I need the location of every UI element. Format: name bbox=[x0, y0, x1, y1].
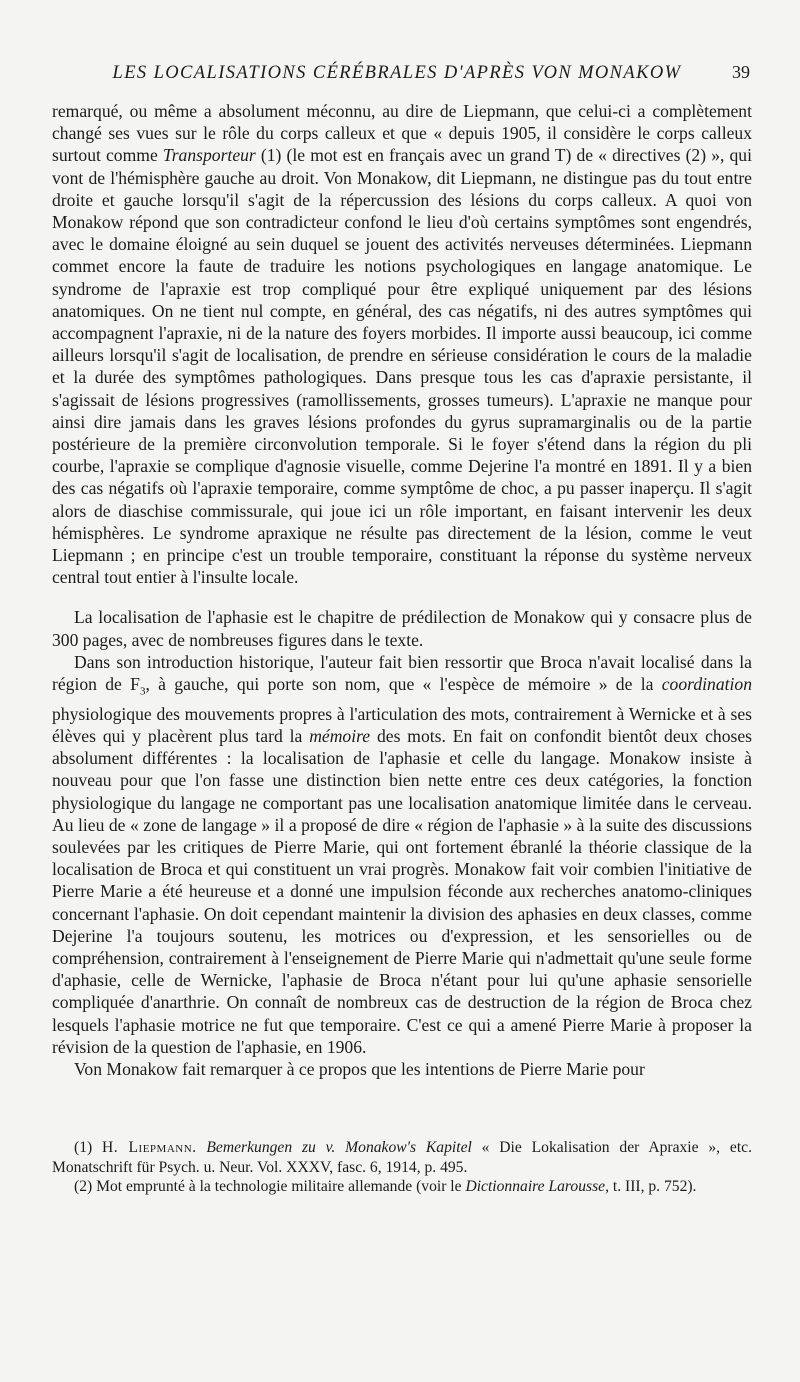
footnote-author: H. Liepmann. bbox=[102, 1139, 197, 1157]
emphasis-memoire: mémoire bbox=[309, 726, 371, 746]
paragraph-aphasia-intro: La localisation de l'aphasie est le chapitre de prédilection de Monakow qui y consacre plus de 300 pages, avec de nombreuses figures dans le texte. bbox=[52, 607, 752, 650]
footnotes bbox=[52, 1138, 752, 1196]
running-header bbox=[62, 62, 752, 84]
footnote-title: Bemerkungen zu v. Monakow's Kapitel bbox=[206, 1139, 472, 1157]
subscript-3: 3 bbox=[139, 685, 146, 698]
running-title: LES LOCALISATIONS CÉRÉBRALES D'APRÈS VON MONAKOW bbox=[112, 63, 682, 83]
paragraph-monakow-remark: Von Monakow fait remarquer à ce propos que les intentions de Pierre Marie pour bbox=[74, 1059, 645, 1080]
emphasis-coordination: coordination bbox=[661, 674, 752, 695]
footnote-1: (1) H. Liepmann. Bemerkungen zu v. Monakow's Kapitel « Die Lokalisation der Apraxie », etc. Monatschrift für Psych. u. Neur. Vol. XXXV, fasc. 6, 1914, p. 495. bbox=[52, 1139, 752, 1176]
paragraph-apraxia: remarqué, ou même a absolument méconnu, au dire de Liepmann, que celui-ci a complètement changé ses vues sur le rôle du corps calleux et que « depuis 1905, il considère le corps calleux surtout comme Transporteur (1) (le mot est en français avec un grand T) de « directives (2) », qui vont de l'hémisphère gauche au droit. Von Monakow, dit Liepmann, ne distingue pas du tout entre droite et gauche lorsqu'il s'agit de la répercussion des lésions du corps calleux. A quoi von Monakow répond que son contradicteur confond le lieu d'où certains symptômes sont engendrés, avec le domaine éloigné au sein duquel se jouent des activités nerveuses déterminées. Liepmann commet encore la faute de traduire les notions psychologiques en langage anatomique. Le syndrome de l'apraxie est trop compliqué pour être expliqué uniquement par des lésions anatomiques. On ne tient nul compte, en général, des cas négatifs, ni des autres symptômes qui accompagnent l'apraxie, ni de la nature des foyers morbides. Il importe aussi beaucoup, ici comme ailleurs lorsqu'il s'agit de localisation, de prendre en sérieuse considération le cours de la maladie et la durée des symptômes pathologiques. Dans presque tous les cas d'apraxie persistante, il s'agissait de lésions progressives (ramollissements, grosses tumeurs). L'apraxie ne manque pour ainsi dire jamais dans les graves lésions profondes du gyrus supramarginalis ou de la partie postérieure de la première circonvolution temporale. Si le foyer s'étend dans la région du pli courbe, l'apraxie se complique d'agnosie visuelle, comme Dejerine l'a montré en 1891. Il y a bien des cas négatifs où l'apraxie temporaire, comme symptôme de choc, a pu passer inaperçu. Il s'agit alors de diaschise commissurale, qui joue ici un rôle important, en faisant intervenir les deux hémisphères. Le syndrome apraxique ne résulte pas directement de la lésion, comme le veut Liepmann ; en principe c'est un trouble temporaire, constituant la réponse du système nerveux central tout entier à l'insulte locale. bbox=[52, 101, 752, 588]
paragraph-aphasia-history: Dans son introduction historique, l'auteur fait bien ressortir que Broca n'avait localisé dans la région de $F_3$, à gauche, qui porte son nom, que « l'espèce de mémoire » de la coordination physiologique des mouvements propres à l'articulation des mots, contrairement à Wernicke et à ses élèves qui y placèrent plus tard la mémoire des mots. En fait on confondit bientôt deux choses absolument différentes : la localisation de l'aphasie et celle du langage. Monakow insiste à nouveau pour que l'on fasse une distinction bien nette entre ces deux catégories, la fonction physiologique du langage ne comportant pas une localisation anatomique limitée dans le cerveau. Au lieu de « zone de langage » il a proposé de dire « région de l'aphasie » à la suite des discussions soulevées par les critiques de Pierre Marie, qui ont fortement ébranlé la théorie classique de la localisation de Broca et qui constituent un vrai progrès. Monakow fait voir combien l'initiative de Pierre Marie a été heureuse et a donné une impulsion féconde aux recherches anatomo-cliniques concernant l'aphasie. On doit cependant maintenir la division des aphasies en deux classes, comme Dejerine l'a toujours soutenu, les motrices ou d'expression, et les sensorielles ou de compréhension, contrairement à l'enseignement de Pierre Marie qui n'admettait qu'une seule forme d'aphasie, celle de Wernicke, l'aphasie de Broca n'étant pour lui qu'une aphasie sensorielle compliquée d'anarthrie. On connaît de nombreux cas de destruction de la région de Broca chez lesquels l'aphasie motrice ne fut que temporaire. C'est ce qui a amené Pierre Marie à proposer la révision de la question de l'aphasie, en 1906. bbox=[52, 651, 752, 1057]
page-number: 39 bbox=[732, 62, 750, 82]
footnote-dictionary: Dictionnaire Larousse bbox=[465, 1178, 606, 1196]
emphasis-transporteur: Transporteur bbox=[162, 145, 256, 166]
footnote-2: (2) Mot emprunté à la technologie militaire allemande (voir le Dictionnaire Larousse, t. III, p. 752). bbox=[74, 1178, 697, 1196]
